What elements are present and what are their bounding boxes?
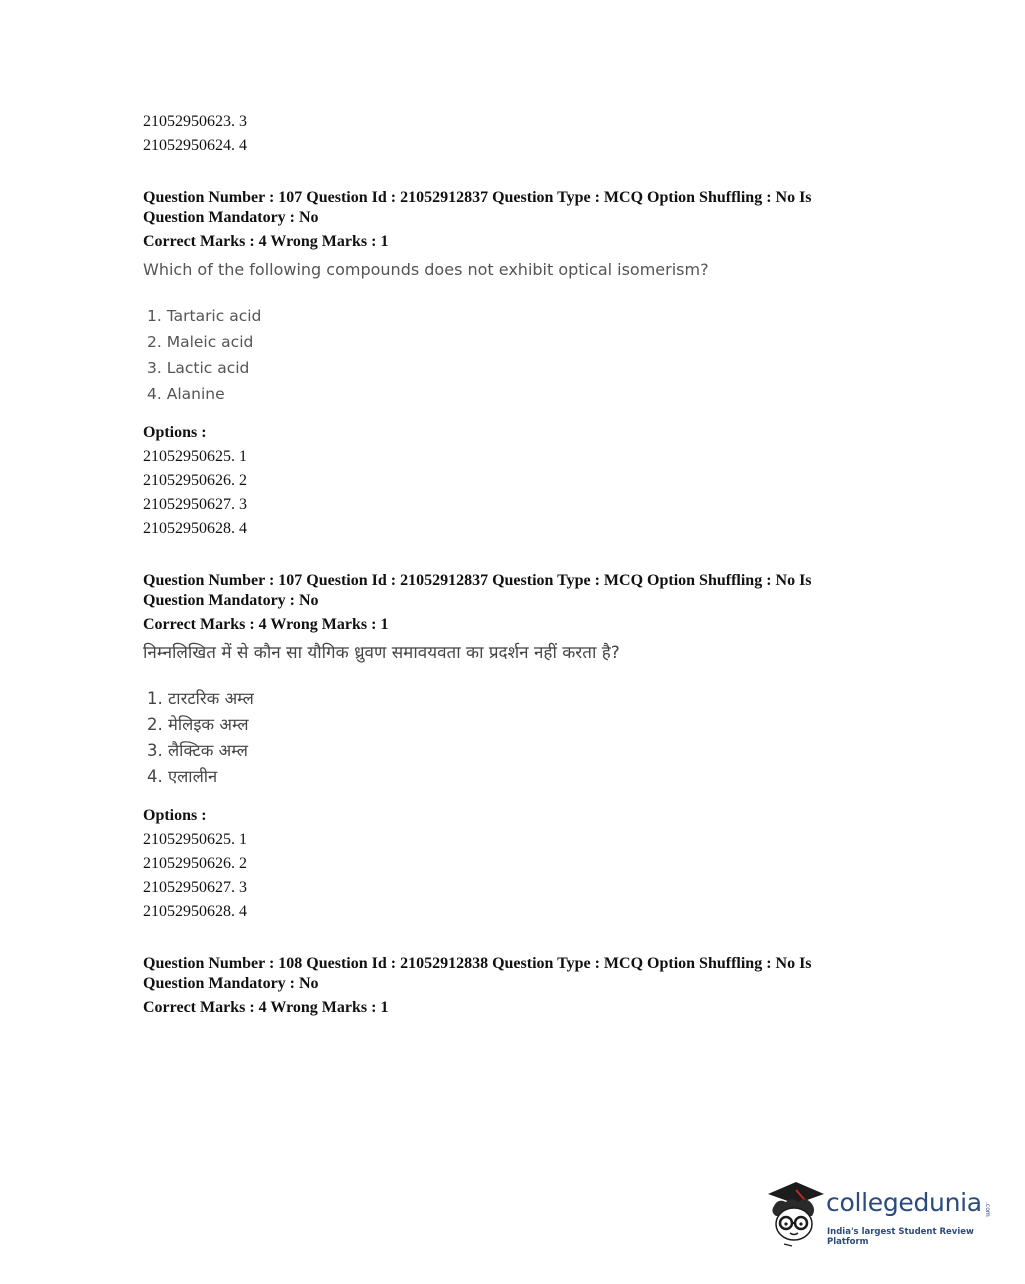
answer-choice: 1. टारटरिक अम्ल — [147, 689, 254, 708]
question-block — [143, 571, 903, 924]
option-line: 21052950626. 2 — [143, 855, 247, 872]
answer-choice: 3. लैक्टिक अम्ल — [147, 741, 248, 760]
answer-choice: 1. Tartaric acid — [147, 307, 262, 325]
mascot-icon — [766, 1176, 826, 1248]
question-mandatory: Question Mandatory : No — [143, 209, 319, 226]
options-label: Options : — [143, 424, 207, 441]
question-marks: Correct Marks : 4 Wrong Marks : 1 — [143, 233, 389, 250]
question-marks: Correct Marks : 4 Wrong Marks : 1 — [143, 999, 389, 1016]
question-header: Question Number : 107 Question Id : 21052912837 Question Type : MCQ Option Shuffling : No Is — [143, 189, 812, 206]
question-header: Question Number : 107 Question Id : 21052912837 Question Type : MCQ Option Shuffling : No Is — [143, 572, 812, 589]
answer-choice: 4. एलालीन — [147, 767, 218, 786]
answer-choice: 4. Alanine — [147, 385, 225, 403]
option-line: 21052950623. 3 — [143, 113, 247, 130]
option-line: 21052950626. 2 — [143, 472, 247, 489]
answer-choices — [147, 686, 903, 790]
collegedunia-logo — [766, 1176, 996, 1248]
question-block — [143, 188, 903, 541]
option-line: 21052950625. 1 — [143, 448, 247, 465]
answer-choice: 2. मेलिइक अम्ल — [147, 715, 249, 734]
option-line: 21052950627. 3 — [143, 879, 247, 896]
option-line: 21052950625. 1 — [143, 831, 247, 848]
question-header: Question Number : 108 Question Id : 21052912838 Question Type : MCQ Option Shuffling : No Is — [143, 955, 812, 972]
document-page — [143, 110, 903, 1018]
logo-tagline: India's largest Student Review Platform — [827, 1227, 974, 1247]
question-block — [143, 954, 903, 1018]
question-text: Which of the following compounds does not exhibit optical isomerism? — [143, 260, 709, 279]
question-mandatory: Question Mandatory : No — [143, 975, 319, 992]
option-line: 21052950628. 4 — [143, 520, 247, 537]
answer-choice: 3. Lactic acid — [147, 359, 250, 377]
option-line: 21052950624. 4 — [143, 137, 247, 154]
question-marks: Correct Marks : 4 Wrong Marks : 1 — [143, 616, 389, 633]
options-label: Options : — [143, 807, 207, 824]
logo-domain-suffix: .com — [984, 1202, 991, 1217]
answer-choices — [147, 303, 903, 407]
question-text: निम्नलिखित में से कौन सा यौगिक ध्रुवण समावयवता का प्रदर्शन नहीं करता है? — [143, 643, 620, 663]
logo-wordmark: collegedunia — [826, 1188, 982, 1217]
option-line: 21052950627. 3 — [143, 496, 247, 513]
answer-choice: 2. Maleic acid — [147, 333, 254, 351]
top-options — [143, 110, 903, 158]
option-line: 21052950628. 4 — [143, 903, 247, 920]
question-mandatory: Question Mandatory : No — [143, 592, 319, 609]
